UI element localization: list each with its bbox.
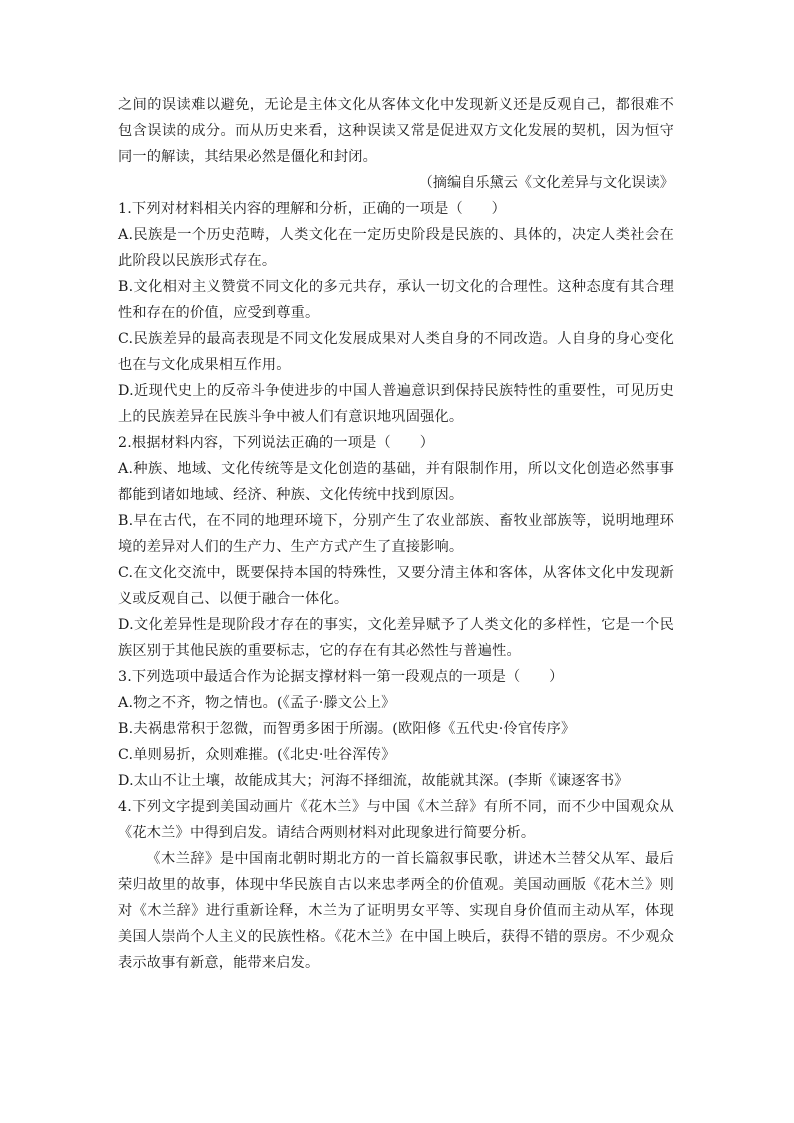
question-2-option-c: C.在文化交流中，既要保持本国的特殊性，又要分清主体和客体，从客体文化中发现新义或反观自己、以便于融合一体化。 — [118, 565, 674, 607]
question-1-option-c: C.民族差异的最高表现是不同文化发展成果对人类自身的不同改造。人自身的身心变化也在与文化成果相互作用。 — [118, 331, 674, 373]
question-2-option-a: A.种族、地域、文化传统等是文化创造的基础，并有限制作用，所以文化创造必然事事都能到诸如地域、经济、种族、文化传统中找到原因。 — [118, 461, 674, 503]
question-2-option-d: D.文化差异性是现阶段才存在的事实，文化差异赋予了人类文化的多样性，它是一个民族区别于其他民族的重要标志，它的存在有其必然性与普遍性。 — [118, 617, 674, 659]
question-1 — [118, 196, 674, 430]
passage-tail: 之间的误读难以避免，无论是主体文化从客体文化中发现新义还是反观自己，都很难不包含误读的成分。而从历史来看，这种误读又常是促进双方文化发展的契机，因为恒守同一的解读，其结果必然是僵化和封闭。 — [118, 97, 674, 165]
question-3-option-c: C.单则易折，众则难摧。(《北史·吐谷浑传》 — [118, 747, 396, 763]
question-3-option-b: B.夫祸患常积于忽微，而智勇多困于所溺。(欧阳修《五代史·伶官传序》 — [118, 721, 576, 737]
question-1-option-d: D.近现代史上的反帝斗争使进步的中国人普遍意识到保持民族特性的重要性，可见历史上的民族差异在民族斗争中被人们有意识地巩固强化。 — [118, 383, 674, 425]
question-4-passage: 《木兰辞》是中国南北朝时期北方的一首长篇叙事民歌，讲述木兰替父从军、最后荣归故里的故事，体现中华民族自古以来忠孝两全的价值观。美国动画版《花木兰》则对《木兰辞》进行重新诠释，木兰为了证明男女平等、实现自身价值而主动从军，体现美国人崇尚个人主义的民族性格。《花木兰》在中国上映后，获得不错的票房。不少观众表示故事有新意，能带来启发。 — [118, 851, 674, 971]
question-3-option-d: D.太山不让土壤，故能成其大；河海不择细流，故能就其深。(李斯《谏逐客书》 — [118, 773, 629, 789]
question-1-option-a: A.民族是一个历史范畴，人类文化在一定历史阶段是民族的、具体的，决定人类社会在此阶段以民族形式存在。 — [118, 227, 674, 269]
source-citation: （摘编自乐黛云《文化差异与文化误读》 — [418, 175, 674, 191]
document-content — [118, 92, 674, 976]
question-2-stem: 2.根据材料内容，下列说法正确的一项是（ ） — [118, 435, 435, 451]
question-3-stem: 3.下列选项中最适合作为论据支撑材料一第一段观点的一项是（ ） — [118, 669, 564, 685]
question-4 — [118, 794, 674, 976]
question-4-stem: 4.下列文字提到美国动画片《花木兰》与中国《木兰辞》有所不同，而不少中国观众从《花木兰》中得到启发。请结合两则材料对此现象进行简要分析。 — [118, 799, 674, 841]
question-2-option-b: B.早在古代，在不同的地理环境下，分别产生了农业部族、畜牧业部族等，说明地理环境的差异对人们的生产力、生产方式产生了直接影响。 — [118, 513, 674, 555]
question-2 — [118, 430, 674, 664]
question-1-option-b: B.文化相对主义赞赏不同文化的多元共存，承认一切文化的合理性。这种态度有其合理性和存在的价值，应受到尊重。 — [118, 279, 674, 321]
question-3 — [118, 664, 674, 794]
question-1-stem: 1.下列对材料相关内容的理解和分析，正确的一项是（ ） — [118, 201, 507, 217]
question-3-option-a: A.物之不齐，物之情也。(《孟子·滕文公上》 — [118, 695, 396, 711]
